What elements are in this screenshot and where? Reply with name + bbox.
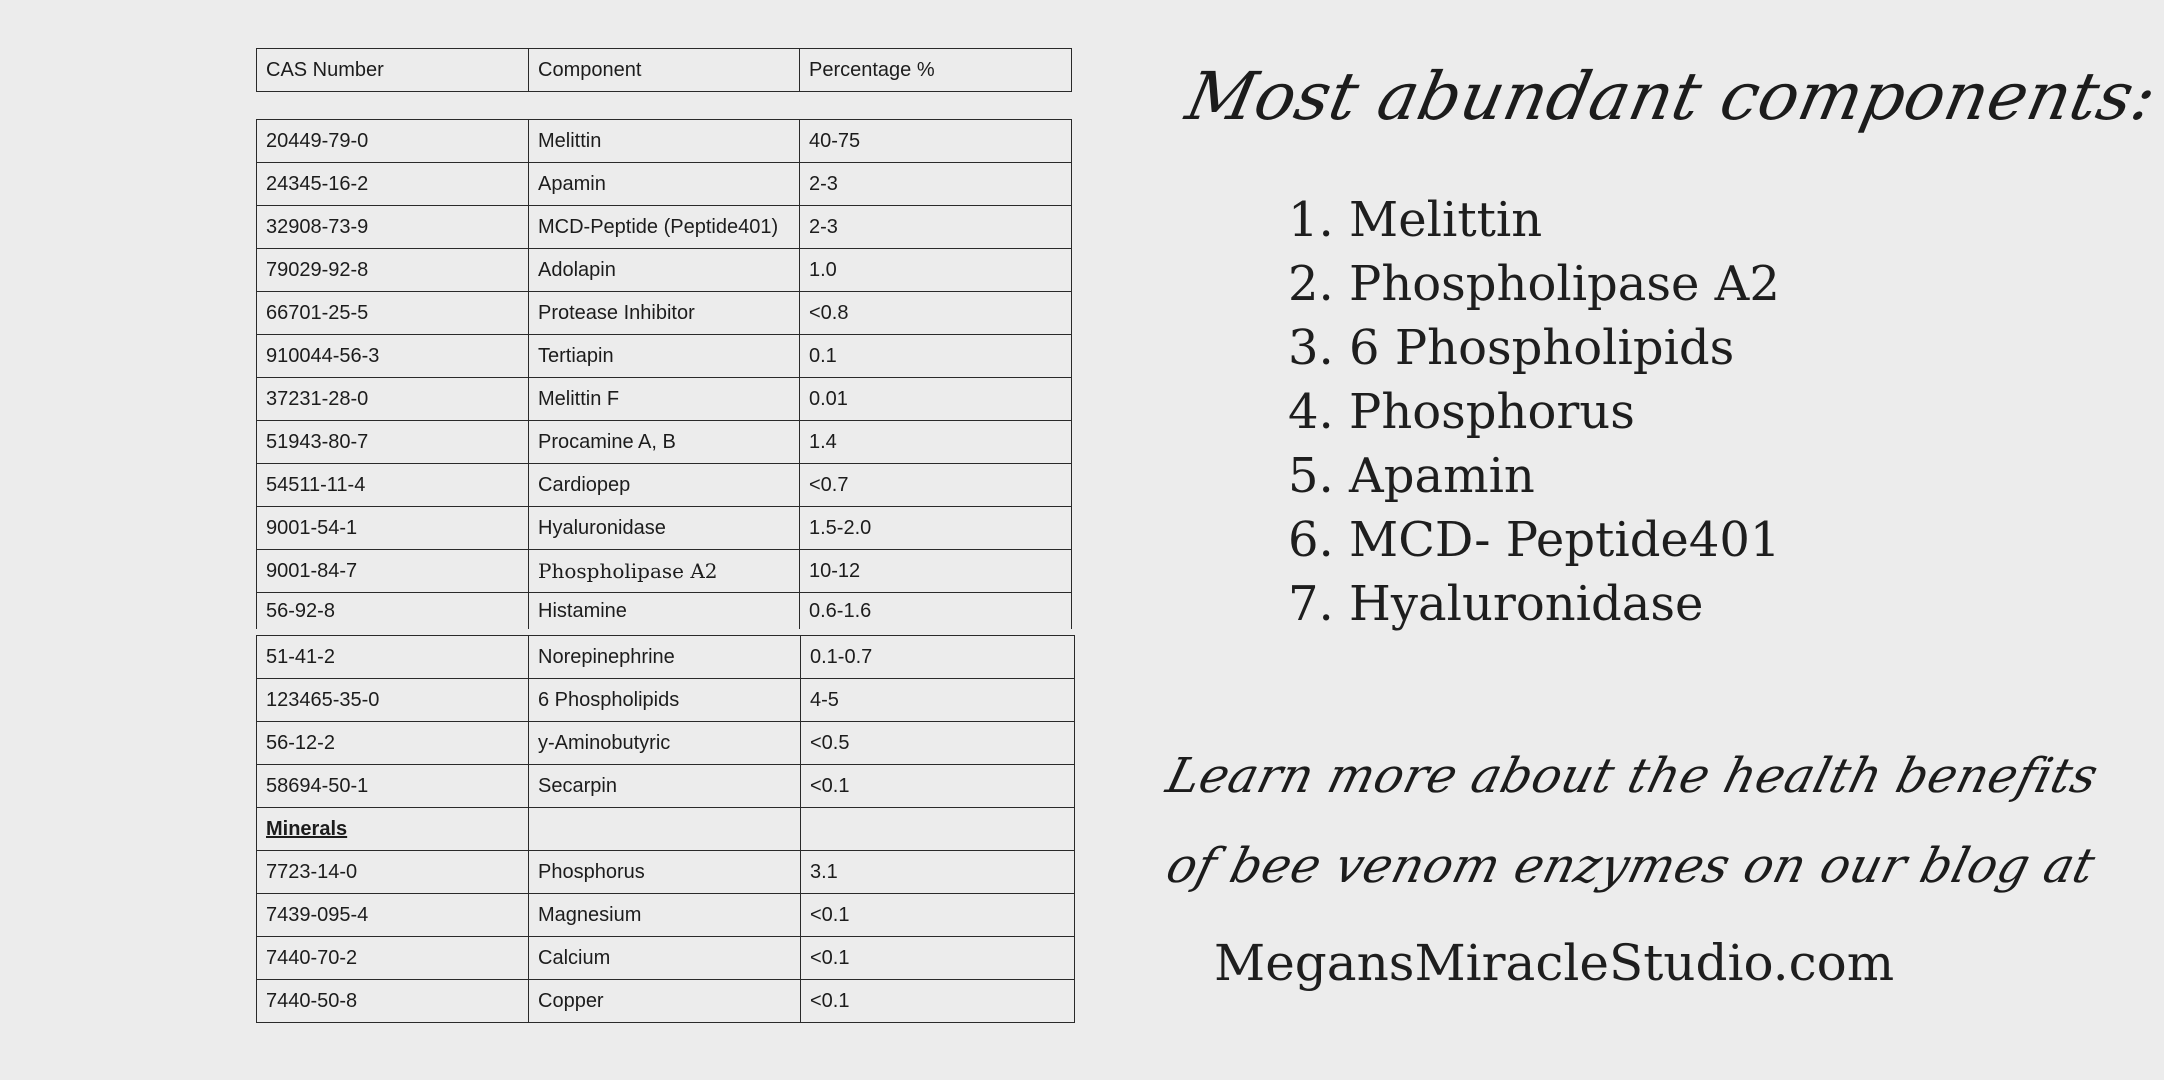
table-row <box>257 679 1075 722</box>
table-row <box>257 636 1075 679</box>
cell-cas-number: 7439-095-4 <box>257 894 529 937</box>
cell-component: Hyaluronidase <box>529 507 800 550</box>
cell-cas-number: 37231-28-0 <box>257 378 529 421</box>
table-row <box>257 550 1072 593</box>
table-row <box>257 937 1075 980</box>
components-table-top <box>256 119 1072 629</box>
section-row-minerals <box>257 808 1075 851</box>
cell-cas-number: 910044-56-3 <box>257 335 529 378</box>
cell-percentage: <0.1 <box>801 937 1075 980</box>
cell-percentage: 10-12 <box>800 550 1072 593</box>
list-item: 1. Melittin <box>1288 192 1543 248</box>
cell-component: Secarpin <box>529 765 801 808</box>
table-row <box>257 421 1072 464</box>
cell-component: Norepinephrine <box>529 636 801 679</box>
cell-component: Magnesium <box>529 894 801 937</box>
table-row <box>257 163 1072 206</box>
cell-percentage: 2-3 <box>800 206 1072 249</box>
cell-percentage: 4-5 <box>801 679 1075 722</box>
cell-component: MCD-Peptide (Peptide401) <box>529 206 800 249</box>
table-row <box>257 507 1072 550</box>
abundant-components-list <box>1288 188 1780 636</box>
table-row <box>257 335 1072 378</box>
cell-cas-number: 79029-92-8 <box>257 249 529 292</box>
section-label-minerals: Minerals <box>257 808 529 851</box>
cell-cas-number: 56-92-8 <box>257 593 529 630</box>
cell-cas-number: 32908-73-9 <box>257 206 529 249</box>
cell-percentage: <0.5 <box>801 722 1075 765</box>
list-item: 6. MCD- Peptide401 <box>1288 512 1781 568</box>
table-row <box>257 292 1072 335</box>
cell-component: Protease Inhibitor <box>529 292 800 335</box>
cell-component: Calcium <box>529 937 801 980</box>
table-row <box>257 851 1075 894</box>
list-item: 2. Phospholipase A2 <box>1288 256 1780 312</box>
promo-line-1: Learn more about the health benefits <box>1161 748 2104 804</box>
cell-percentage: <0.7 <box>800 464 1072 507</box>
header-percentage: Percentage % <box>800 49 1072 92</box>
list-item: 7. Hyaluronidase <box>1288 576 1704 632</box>
cell-cas-number: 9001-54-1 <box>257 507 529 550</box>
cell-component: Adolapin <box>529 249 800 292</box>
website-url: MegansMiracleStudio.com <box>1214 934 1895 992</box>
table-row <box>257 722 1075 765</box>
cell-cas-number: 9001-84-7 <box>257 550 529 593</box>
cell-percentage: 3.1 <box>801 851 1075 894</box>
cell-percentage: 1.0 <box>800 249 1072 292</box>
cell-component: Histamine <box>529 593 800 630</box>
cell-percentage: 0.01 <box>800 378 1072 421</box>
cell-component: Phospholipase A2 <box>529 550 800 593</box>
cell-cas-number: 123465-35-0 <box>257 679 529 722</box>
cell-percentage: <0.1 <box>801 894 1075 937</box>
cell-percentage: <0.1 <box>801 765 1075 808</box>
cell-cas-number: 66701-25-5 <box>257 292 529 335</box>
cell-component: Copper <box>529 980 801 1023</box>
cell-percentage: 2-3 <box>800 163 1072 206</box>
cell-component: Procamine A, B <box>529 421 800 464</box>
cell-cas-number: 54511-11-4 <box>257 464 529 507</box>
table-row <box>257 765 1075 808</box>
header-row <box>257 49 1072 92</box>
cell-component: Melittin <box>529 120 800 163</box>
empty-cell <box>801 808 1075 851</box>
cell-cas-number: 7440-70-2 <box>257 937 529 980</box>
sidebar-title: Most abundant components: <box>1179 58 2164 135</box>
cell-cas-number: 51943-80-7 <box>257 421 529 464</box>
promo-line-2: of bee venom enzymes on our blog at <box>1161 838 2101 894</box>
list-item: 5. Apamin <box>1288 448 1535 504</box>
table-row <box>257 464 1072 507</box>
cell-percentage: <0.1 <box>801 980 1075 1023</box>
cell-cas-number: 7440-50-8 <box>257 980 529 1023</box>
components-table-bottom <box>256 635 1075 1023</box>
cell-percentage: <0.8 <box>800 292 1072 335</box>
table-row <box>257 206 1072 249</box>
cell-component: Melittin F <box>529 378 800 421</box>
cell-percentage: 1.5-2.0 <box>800 507 1072 550</box>
header-component: Component <box>529 49 800 92</box>
cell-cas-number: 24345-16-2 <box>257 163 529 206</box>
cell-cas-number: 51-41-2 <box>257 636 529 679</box>
table-row <box>257 980 1075 1023</box>
cell-percentage: 0.1-0.7 <box>801 636 1075 679</box>
table-row <box>257 593 1072 630</box>
cell-percentage: 0.1 <box>800 335 1072 378</box>
table-row <box>257 249 1072 292</box>
header-cas: CAS Number <box>257 49 529 92</box>
table-row <box>257 378 1072 421</box>
cell-percentage: 40-75 <box>800 120 1072 163</box>
table-header <box>256 48 1072 92</box>
list-item: 3. 6 Phospholipids <box>1288 320 1735 376</box>
table-row <box>257 120 1072 163</box>
cell-component: Phosphorus <box>529 851 801 894</box>
cell-percentage: 1.4 <box>800 421 1072 464</box>
cell-component: Cardiopep <box>529 464 800 507</box>
cell-cas-number: 20449-79-0 <box>257 120 529 163</box>
cell-cas-number: 56-12-2 <box>257 722 529 765</box>
list-item: 4. Phosphorus <box>1288 384 1635 440</box>
cell-component: Apamin <box>529 163 800 206</box>
cell-component: 6 Phospholipids <box>529 679 801 722</box>
cell-cas-number: 58694-50-1 <box>257 765 529 808</box>
table-row <box>257 894 1075 937</box>
cell-component: y-Aminobutyric <box>529 722 801 765</box>
cell-cas-number: 7723-14-0 <box>257 851 529 894</box>
empty-cell <box>529 808 801 851</box>
cell-percentage: 0.6-1.6 <box>800 593 1072 630</box>
cell-component: Tertiapin <box>529 335 800 378</box>
